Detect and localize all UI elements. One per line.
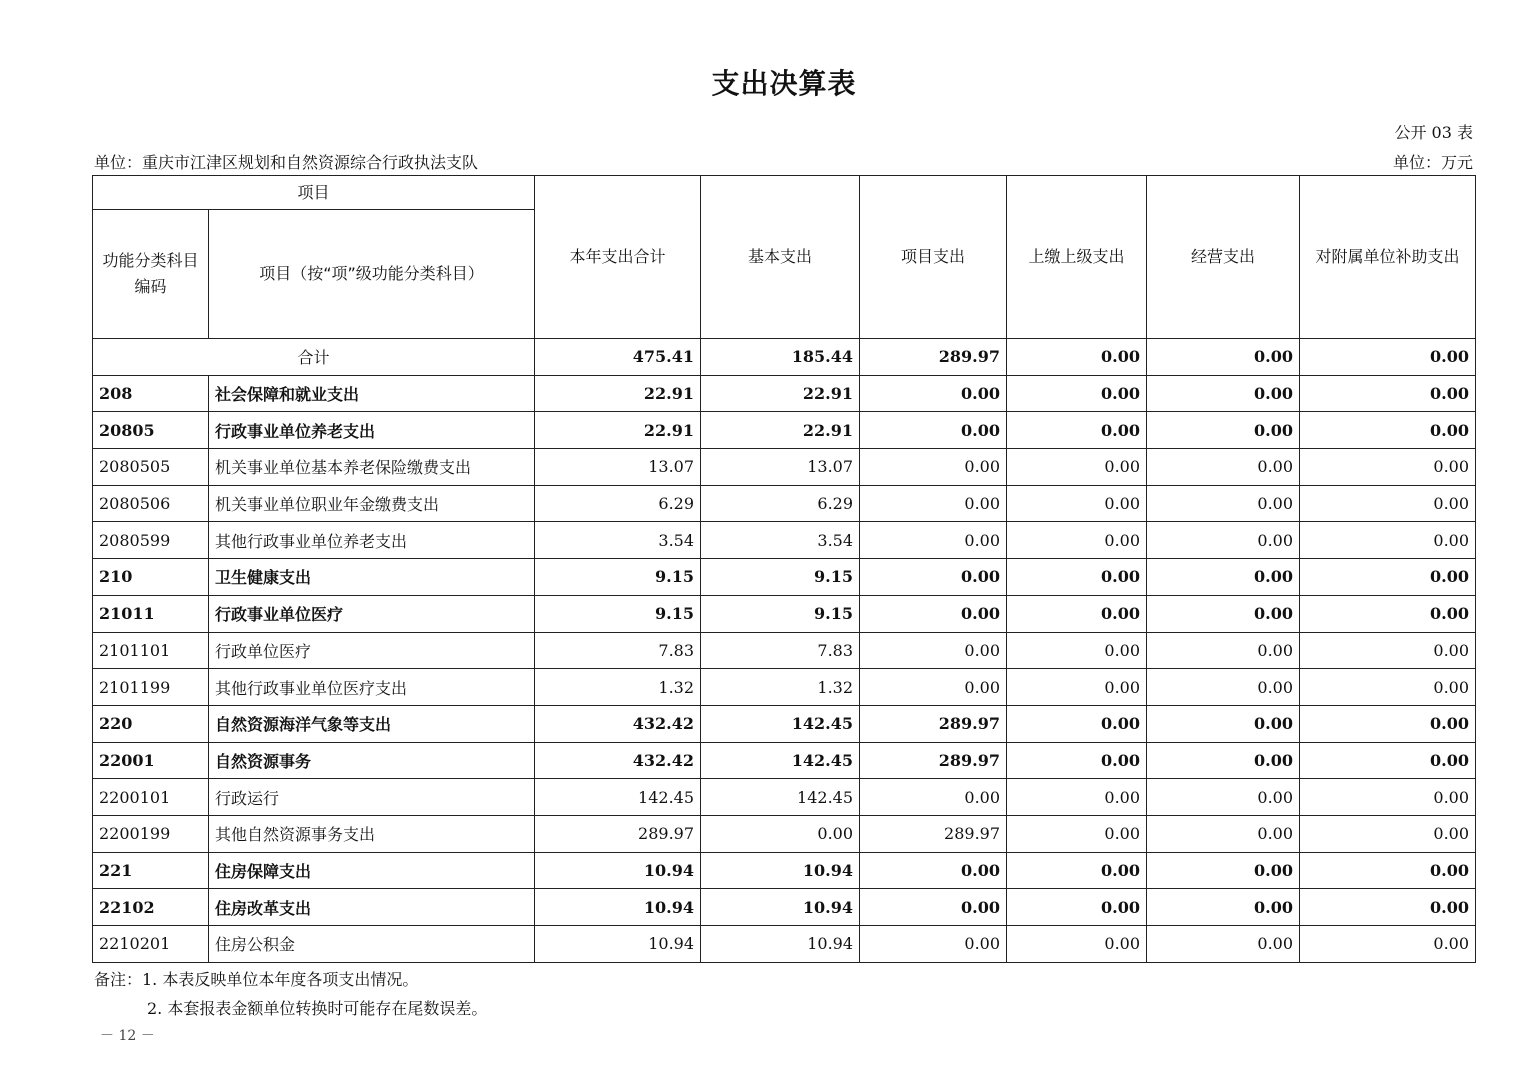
- row-value: 3.54: [701, 522, 860, 559]
- row-value: 10.94: [701, 852, 860, 889]
- row-code: 2080599: [93, 522, 209, 559]
- row-value: 9.15: [701, 595, 860, 632]
- row-value: 0.00: [1147, 595, 1300, 632]
- row-name: 其他行政事业单位医疗支出: [209, 669, 535, 706]
- row-value: 0.00: [1147, 742, 1300, 779]
- table-row: [93, 412, 1476, 449]
- row-value: 432.42: [535, 742, 701, 779]
- total-cell: 0.00: [1007, 339, 1147, 376]
- note-line-1: 备注：1. 本表反映单位本年度各项支出情况。: [94, 970, 419, 989]
- row-value: 0.00: [860, 522, 1007, 559]
- row-value: 0.00: [1007, 705, 1147, 742]
- header-subsidy: 对附属单位补助支出: [1300, 176, 1476, 339]
- row-value: 9.15: [535, 595, 701, 632]
- row-value: 289.97: [535, 815, 701, 852]
- row-code: 2210201: [93, 926, 209, 963]
- row-name: 其他行政事业单位养老支出: [209, 522, 535, 559]
- row-value: 9.15: [701, 559, 860, 596]
- row-value: 0.00: [1007, 779, 1147, 816]
- header-upper-level: 上缴上级支出: [1007, 176, 1147, 339]
- row-name: 社会保障和就业支出: [209, 375, 535, 412]
- row-value: 0.00: [1300, 559, 1476, 596]
- row-value: 10.94: [535, 889, 701, 926]
- row-code: 2200199: [93, 815, 209, 852]
- row-value: 142.45: [701, 779, 860, 816]
- row-name: 机关事业单位基本养老保险缴费支出: [209, 449, 535, 486]
- row-value: 10.94: [701, 889, 860, 926]
- row-value: 0.00: [1300, 705, 1476, 742]
- row-value: 22.91: [701, 412, 860, 449]
- row-value: 0.00: [1300, 889, 1476, 926]
- row-value: 0.00: [1007, 375, 1147, 412]
- row-value: 0.00: [1007, 595, 1147, 632]
- row-value: 22.91: [701, 375, 860, 412]
- total-cell: 0.00: [1147, 339, 1300, 376]
- table-row: [93, 485, 1476, 522]
- row-name: 自然资源海洋气象等支出: [209, 705, 535, 742]
- row-name: 机关事业单位职业年金缴费支出: [209, 485, 535, 522]
- row-value: 0.00: [1007, 559, 1147, 596]
- row-value: 0.00: [1300, 779, 1476, 816]
- row-value: 0.00: [860, 412, 1007, 449]
- row-value: 0.00: [1147, 522, 1300, 559]
- row-value: 289.97: [860, 815, 1007, 852]
- header-code: 功能分类科目编码: [93, 210, 209, 339]
- row-name: 行政单位医疗: [209, 632, 535, 669]
- row-value: 1.32: [535, 669, 701, 706]
- header-name: 项目（按“项”级功能分类科目）: [209, 210, 535, 339]
- row-value: 10.94: [701, 926, 860, 963]
- row-code: 2200101: [93, 779, 209, 816]
- row-value: 289.97: [860, 705, 1007, 742]
- total-cell: 185.44: [701, 339, 860, 376]
- row-value: 142.45: [701, 705, 860, 742]
- header-project: 项目: [93, 176, 535, 210]
- row-value: 0.00: [1300, 412, 1476, 449]
- row-value: 0.00: [1147, 559, 1300, 596]
- row-value: 0.00: [1300, 449, 1476, 486]
- row-value: 10.94: [535, 852, 701, 889]
- row-value: 0.00: [1147, 449, 1300, 486]
- total-row: [93, 339, 1476, 376]
- row-value: 0.00: [860, 449, 1007, 486]
- currency-unit: 单位：万元: [1392, 153, 1473, 172]
- row-name: 自然资源事务: [209, 742, 535, 779]
- form-number: 公开 03 表: [1394, 123, 1473, 142]
- row-value: 10.94: [535, 926, 701, 963]
- row-name: 住房保障支出: [209, 852, 535, 889]
- row-value: 289.97: [860, 742, 1007, 779]
- row-value: 0.00: [1300, 595, 1476, 632]
- row-value: 1.32: [701, 669, 860, 706]
- row-value: 0.00: [1007, 522, 1147, 559]
- row-value: 0.00: [860, 595, 1007, 632]
- row-value: 0.00: [1300, 852, 1476, 889]
- row-value: 0.00: [1007, 412, 1147, 449]
- row-name: 行政运行: [209, 779, 535, 816]
- total-cell: 0.00: [1300, 339, 1476, 376]
- total-cell: 475.41: [535, 339, 701, 376]
- table-row: [93, 669, 1476, 706]
- header-basic: 基本支出: [701, 176, 860, 339]
- row-code: 20805: [93, 412, 209, 449]
- row-value: 142.45: [701, 742, 860, 779]
- row-value: 0.00: [1147, 815, 1300, 852]
- expenditure-table: [92, 175, 1476, 963]
- row-value: 6.29: [701, 485, 860, 522]
- row-name: 行政事业单位医疗: [209, 595, 535, 632]
- table-row: [93, 522, 1476, 559]
- row-name: 住房改革支出: [209, 889, 535, 926]
- row-value: 0.00: [1300, 926, 1476, 963]
- row-value: 0.00: [1147, 852, 1300, 889]
- table-row: [93, 595, 1476, 632]
- total-cell: 289.97: [860, 339, 1007, 376]
- row-value: 0.00: [1147, 779, 1300, 816]
- row-code: 21011: [93, 595, 209, 632]
- table-row: [93, 852, 1476, 889]
- table-row: [93, 705, 1476, 742]
- row-value: 0.00: [1007, 632, 1147, 669]
- row-value: 0.00: [1007, 485, 1147, 522]
- header-business: 经营支出: [1147, 176, 1300, 339]
- row-value: 0.00: [860, 669, 1007, 706]
- row-value: 0.00: [1007, 669, 1147, 706]
- table-row: [93, 632, 1476, 669]
- row-code: 22001: [93, 742, 209, 779]
- row-value: 0.00: [1147, 705, 1300, 742]
- row-value: 0.00: [860, 632, 1007, 669]
- row-value: 0.00: [1300, 375, 1476, 412]
- organization-unit: 单位：重庆市江津区规划和自然资源综合行政执法支队: [94, 153, 479, 172]
- row-value: 0.00: [1300, 632, 1476, 669]
- row-code: 2080506: [93, 485, 209, 522]
- row-value: 142.45: [535, 779, 701, 816]
- row-value: 7.83: [535, 632, 701, 669]
- row-value: 0.00: [1007, 815, 1147, 852]
- row-value: 0.00: [1147, 375, 1300, 412]
- page-number: － 12 －: [100, 1028, 155, 1044]
- row-code: 220: [93, 705, 209, 742]
- row-value: 0.00: [860, 375, 1007, 412]
- row-value: 0.00: [1007, 449, 1147, 486]
- row-name: 其他自然资源事务支出: [209, 815, 535, 852]
- note-line-2: 2. 本套报表金额单位转换时可能存在尾数误差。: [147, 999, 488, 1018]
- row-value: 0.00: [1147, 485, 1300, 522]
- row-value: 432.42: [535, 705, 701, 742]
- row-value: 0.00: [860, 779, 1007, 816]
- row-value: 0.00: [1147, 889, 1300, 926]
- row-value: 0.00: [1007, 926, 1147, 963]
- row-value: 6.29: [535, 485, 701, 522]
- row-value: 3.54: [535, 522, 701, 559]
- table-row: [93, 926, 1476, 963]
- row-value: 13.07: [701, 449, 860, 486]
- row-value: 0.00: [1300, 815, 1476, 852]
- row-value: 0.00: [1300, 742, 1476, 779]
- row-value: 13.07: [535, 449, 701, 486]
- row-code: 2101199: [93, 669, 209, 706]
- row-value: 9.15: [535, 559, 701, 596]
- table-row: [93, 815, 1476, 852]
- row-value: 0.00: [860, 926, 1007, 963]
- row-code: 2101101: [93, 632, 209, 669]
- row-name: 住房公积金: [209, 926, 535, 963]
- table-row: [93, 449, 1476, 486]
- row-code: 208: [93, 375, 209, 412]
- row-value: 0.00: [1147, 412, 1300, 449]
- row-value: 0.00: [860, 485, 1007, 522]
- row-value: 22.91: [535, 375, 701, 412]
- table-row: [93, 779, 1476, 816]
- row-name: 卫生健康支出: [209, 559, 535, 596]
- table-row: [93, 742, 1476, 779]
- row-value: 0.00: [1007, 742, 1147, 779]
- table-row: [93, 889, 1476, 926]
- row-code: 221: [93, 852, 209, 889]
- header-total: 本年支出合计: [535, 176, 701, 339]
- table-row: [93, 559, 1476, 596]
- total-label: 合计: [93, 339, 535, 376]
- row-value: 0.00: [1007, 889, 1147, 926]
- page-title: 支出决算表: [711, 67, 857, 100]
- header-project-expenditure: 项目支出: [860, 176, 1007, 339]
- row-code: 22102: [93, 889, 209, 926]
- row-code: 2080505: [93, 449, 209, 486]
- row-value: 0.00: [860, 559, 1007, 596]
- row-value: 0.00: [1147, 632, 1300, 669]
- table-body: [93, 339, 1476, 963]
- row-value: 7.83: [701, 632, 860, 669]
- table-row: [93, 375, 1476, 412]
- row-value: 22.91: [535, 412, 701, 449]
- row-value: 0.00: [860, 889, 1007, 926]
- row-code: 210: [93, 559, 209, 596]
- row-value: 0.00: [1300, 485, 1476, 522]
- row-value: 0.00: [860, 852, 1007, 889]
- row-value: 0.00: [1147, 926, 1300, 963]
- row-value: 0.00: [1007, 852, 1147, 889]
- row-name: 行政事业单位养老支出: [209, 412, 535, 449]
- row-value: 0.00: [1300, 669, 1476, 706]
- row-value: 0.00: [701, 815, 860, 852]
- row-value: 0.00: [1147, 669, 1300, 706]
- row-value: 0.00: [1300, 522, 1476, 559]
